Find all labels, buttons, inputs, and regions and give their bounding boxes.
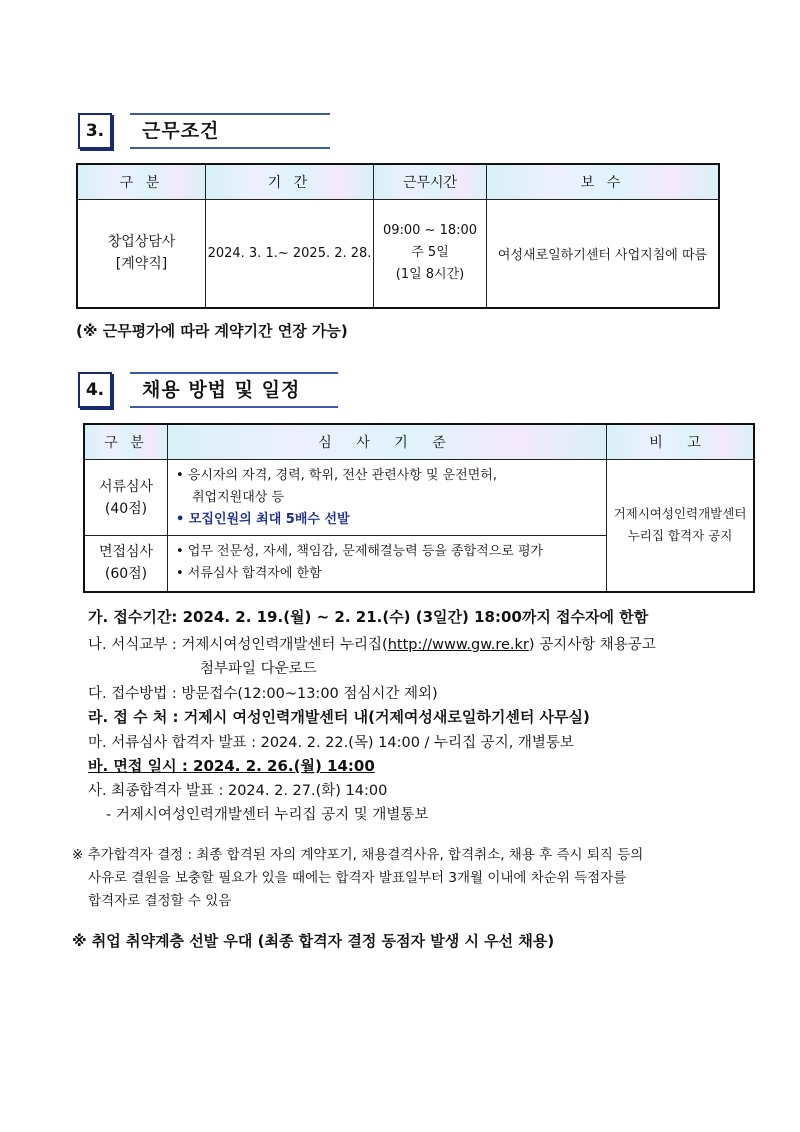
doc-review-criteria (168, 460, 607, 536)
col-category: 구 분 (77, 164, 206, 200)
doc-review-name: 서류심사 (98, 478, 154, 495)
hours-daily: (1일 8시간) (395, 267, 465, 283)
interview-cell (84, 536, 168, 592)
schedule-na (88, 633, 656, 654)
schedule-na-prefix: 나. 서식교부 : 거제시여성인력개발센터 누리집( (88, 637, 388, 653)
period-cell: 2024. 3. 1.~ 2025. 2. 28. (206, 200, 374, 308)
schedule-na-suffix: ) 공지사항 채용공고 (528, 637, 656, 653)
remark-org: 거제시여성인력개발센터 (613, 506, 747, 522)
schedule-na-cont: 첨부파일 다운로드 (200, 661, 317, 677)
additional-note-3: 합격자로 결정할 수 있음 (88, 893, 232, 909)
category-type: [계약직] (115, 256, 168, 273)
additional-note-1: ※ 추가합격자 결정 : 최종 합격된 자의 계약포기, 채용결격사유, 합격취소, 채용 후 즉시 퇴직 등의 (72, 847, 644, 863)
schedule-sa: 사. 최종합격자 발표 : 2024. 2. 27.(화) 14:00 (88, 783, 388, 799)
interview-name: 면접심사 (98, 544, 154, 561)
criteria-item: • 업무 전문성, 자세, 책임감, 문제해결능력 등을 종합적으로 평가 (176, 544, 544, 560)
table-header-row (77, 164, 719, 200)
col-remark: 비 고 (607, 424, 755, 460)
remark-notice: 누리집 합격자 공지 (627, 528, 733, 544)
criteria-item: • 응시자의 자격, 경력, 학위, 전산 관련사항 및 운전면허, (176, 467, 497, 483)
category-cell (77, 200, 206, 308)
hours-days: 주 5일 (411, 245, 449, 261)
schedule-ma: 마. 서류심사 합격자 발표 : 2024. 2. 22.(목) 14:00 / 누리집 공지, 개별통보 (88, 735, 574, 751)
doc-review-cell (84, 460, 168, 536)
col-category: 구 분 (84, 424, 168, 460)
schedule-da: 다. 접수방법 : 방문접수(12:00~13:00 점심시간 제외) (88, 686, 438, 702)
schedule-sa-cont: - 거제시여성인력개발센터 누리집 공지 및 개별통보 (106, 807, 429, 823)
col-hours: 근무시간 (374, 164, 487, 200)
table-row (77, 200, 719, 308)
category-name: 창업상담사 (107, 234, 176, 251)
criteria-item: • 서류심사 합격자에 한함 (176, 566, 322, 582)
contract-note: (※ 근무평가에 따라 계약기간 연장 가능) (76, 322, 348, 340)
schedule-ba: 바. 면접 일시 : 2024. 2. 26.(월) 14:00 (88, 757, 375, 775)
schedule-ga: 가. 접수기간: 2024. 2. 19.(월) ~ 2. 21.(수) (3일간) 18:00까지 접수자에 한함 (88, 608, 649, 626)
section3-title: 근무조건 (130, 113, 330, 149)
hours-time: 09:00 ~ 18:00 (382, 223, 478, 239)
remark-cell (607, 460, 755, 592)
website-link[interactable]: http://www.gw.re.kr (387, 637, 529, 653)
preference-note: ※ 취업 취약계층 선발 우대 (최종 합격자 결정 동점자 발생 시 우선 채용) (72, 932, 555, 950)
doc-review-score: (40점) (104, 500, 148, 517)
table-header-row (84, 424, 754, 460)
criteria-item-highlight: • 모집인원의 최대 5배수 선발 (176, 511, 350, 527)
col-period: 기 간 (206, 164, 374, 200)
col-criteria: 심 사 기 준 (168, 424, 607, 460)
hours-cell (374, 200, 487, 308)
additional-note-2: 사유로 결원을 보충할 필요가 있을 때에는 합격자 발표일부터 3개월 이내에 차순위 득점자를 (88, 870, 627, 886)
work-conditions-table (76, 163, 720, 309)
interview-criteria (168, 536, 607, 592)
schedule-ra: 라. 접 수 처 : 거제시 여성인력개발센터 내(거제여성새로일하기센터 사무실) (88, 708, 590, 726)
pay-cell: 여성새로일하기센터 사업지침에 따름 (487, 200, 720, 308)
table-row (84, 460, 754, 536)
col-pay: 보 수 (487, 164, 720, 200)
section3-number: 3. (78, 113, 112, 149)
criteria-item-cont: 취업지원대상 등 (192, 489, 285, 505)
section4-number: 4. (78, 372, 112, 408)
section4-title: 채용 방법 및 일정 (130, 372, 338, 408)
selection-table (83, 423, 755, 593)
interview-score: (60점) (104, 566, 148, 583)
